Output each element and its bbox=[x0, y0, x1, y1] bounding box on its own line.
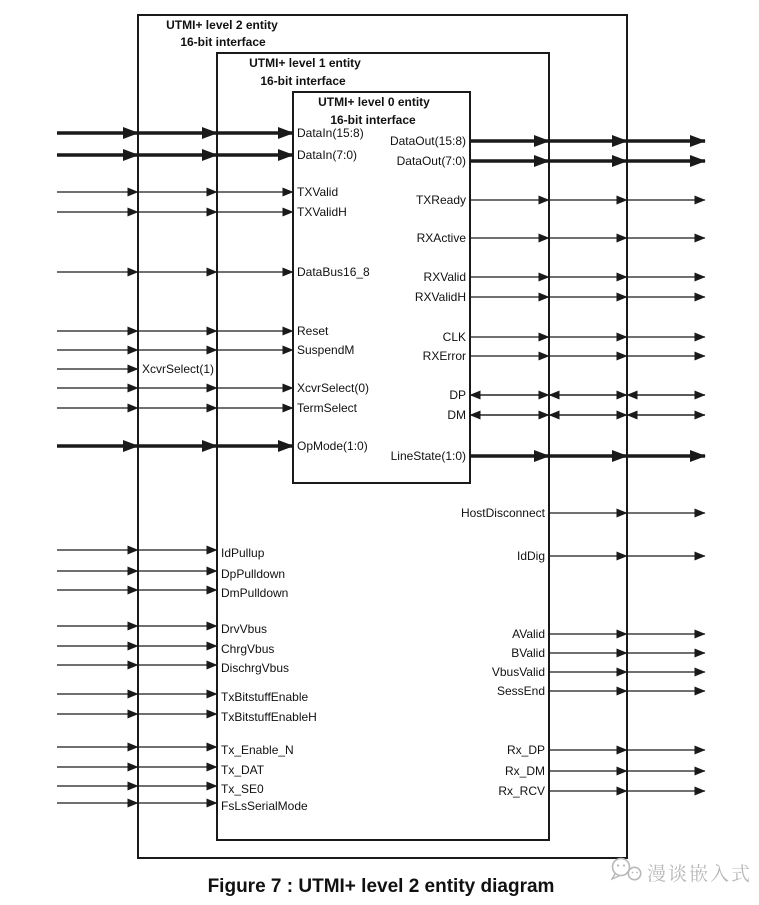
signal-label: DM bbox=[447, 408, 466, 422]
signal-drvvbus bbox=[57, 622, 267, 636]
signal-label: DmPulldown bbox=[221, 586, 289, 600]
signal-label: Rx_DM bbox=[504, 764, 545, 778]
signal-datain-7-0 bbox=[57, 148, 357, 162]
signal-termselect bbox=[57, 401, 358, 415]
signal-label: Tx_DAT bbox=[221, 763, 265, 777]
level2-subtitle: 16-bit interface bbox=[180, 35, 266, 49]
signal-dischrgvbus bbox=[57, 661, 289, 675]
signal-label: ChrgVbus bbox=[221, 642, 275, 656]
signal-label: CLK bbox=[442, 330, 466, 344]
signal-label: SuspendM bbox=[297, 343, 355, 357]
signal-bvalid bbox=[511, 646, 705, 660]
signal-rx-dm bbox=[505, 764, 705, 778]
signal-label: OpMode(1:0) bbox=[297, 439, 368, 453]
signal-label: DataOut(7:0) bbox=[396, 154, 466, 168]
signal-label: DataIn(7:0) bbox=[297, 148, 358, 162]
chat-bubble-small bbox=[628, 867, 640, 879]
signal-label: RXActive bbox=[416, 231, 466, 245]
signal-label: TXValid bbox=[297, 185, 339, 199]
signal-label: RXValid bbox=[423, 270, 466, 284]
signal-label: DrvVbus bbox=[221, 622, 268, 636]
signal-label: DataBus16_8 bbox=[297, 265, 370, 279]
signal-label: DischrgVbus bbox=[221, 661, 290, 675]
signal-label: Rx_DP bbox=[506, 743, 545, 757]
signal-dataout-15-8 bbox=[390, 134, 705, 148]
signal-rxvalidh bbox=[415, 290, 705, 304]
signal-databus16-8 bbox=[57, 265, 370, 279]
signal-idpullup bbox=[57, 546, 265, 560]
bubble-eye bbox=[636, 872, 638, 874]
signal-label: Rx_RCV bbox=[498, 784, 545, 798]
signal-clk bbox=[443, 330, 705, 344]
figure-caption: Figure 7 : UTMI+ level 2 entity diagram bbox=[207, 876, 555, 897]
level0-subtitle: 16-bit interface bbox=[330, 113, 416, 127]
signal-hostdisconnect bbox=[461, 506, 705, 520]
watermark bbox=[612, 859, 752, 886]
signal-label: IdDig bbox=[516, 549, 545, 563]
signal-txready bbox=[416, 193, 705, 207]
signal-label: Tx_Enable_N bbox=[221, 743, 294, 757]
signal-dm bbox=[447, 408, 705, 422]
bubble-eye bbox=[632, 872, 634, 874]
signal-label: FsLsSerialMode bbox=[221, 799, 308, 813]
signal-label: TxBitstuffEnable bbox=[221, 690, 309, 704]
signal-label: HostDisconnect bbox=[460, 506, 545, 520]
signal-label: BValid bbox=[511, 646, 545, 660]
signal-vbusvalid bbox=[492, 665, 705, 679]
signal-fslsserialmode bbox=[57, 799, 308, 813]
signal-label: XcvrSelect(1) bbox=[142, 362, 215, 376]
signal-label: TermSelect bbox=[297, 401, 358, 415]
signal-dmpulldown bbox=[57, 586, 288, 600]
signal-label: VbusValid bbox=[491, 665, 545, 679]
signal-datain-15-8 bbox=[57, 126, 364, 140]
signal-tx-se0 bbox=[57, 782, 264, 796]
signal-dppulldown bbox=[57, 567, 285, 581]
bubble-eye bbox=[623, 864, 625, 866]
signal-label: LineState(1:0) bbox=[390, 449, 466, 463]
level0-title: UTMI+ level 0 entity bbox=[318, 95, 430, 109]
signal-rxactive bbox=[417, 231, 705, 245]
signal-label: TXValidH bbox=[297, 205, 347, 219]
signal-label: DP bbox=[449, 388, 466, 402]
level2-title: UTMI+ level 2 entity bbox=[166, 18, 278, 32]
level1-title: UTMI+ level 1 entity bbox=[249, 56, 361, 70]
signal-txvalidh bbox=[57, 205, 347, 219]
signal-label: XcvrSelect(0) bbox=[297, 381, 370, 395]
bubble-eye bbox=[617, 864, 619, 866]
signal-avalid bbox=[512, 627, 705, 641]
signal-label: RXError bbox=[422, 349, 466, 363]
signal-reset bbox=[57, 324, 329, 338]
signal-label: TxBitstuffEnableH bbox=[221, 710, 317, 724]
signal-txbitstuffenableh bbox=[57, 710, 317, 724]
signal-label: RXValidH bbox=[414, 290, 466, 304]
signal-label: DataIn(15:8) bbox=[297, 126, 364, 140]
signal-suspendm bbox=[57, 343, 354, 357]
signal-xcvrselect-1 bbox=[57, 362, 214, 376]
level1-subtitle: 16-bit interface bbox=[260, 74, 346, 88]
signal-label: Tx_SE0 bbox=[221, 782, 264, 796]
signal-label: TXReady bbox=[415, 193, 466, 207]
signal-dp bbox=[449, 388, 705, 402]
signal-label: DpPulldown bbox=[221, 567, 286, 581]
signal-txbitstuffenable bbox=[57, 690, 308, 704]
signal-rxvalid bbox=[424, 270, 705, 284]
signal-xcvrselect-0 bbox=[57, 381, 369, 395]
signal-linestate-1-0 bbox=[391, 449, 705, 463]
signal-sessend bbox=[497, 684, 705, 698]
signal-tx-enable-n bbox=[57, 743, 294, 757]
signal-label: DataOut(15:8) bbox=[389, 134, 466, 148]
signal-label: AValid bbox=[512, 627, 545, 641]
signal-chrgvbus bbox=[57, 642, 274, 656]
signal-iddig bbox=[517, 549, 705, 563]
signal-rxerror bbox=[423, 349, 705, 363]
signal-label: SessEnd bbox=[496, 684, 545, 698]
signal-tx-dat bbox=[57, 763, 265, 777]
watermark-text: 漫谈嵌入式 bbox=[647, 864, 753, 885]
signal-rx-dp bbox=[507, 743, 705, 757]
signal-txvalid bbox=[57, 185, 338, 199]
chat-bubble-large bbox=[613, 859, 630, 876]
chat-bubbles-icon bbox=[612, 859, 641, 880]
signal-rx-rcv bbox=[498, 784, 705, 798]
signal-label: IdPullup bbox=[221, 546, 265, 560]
signal-opmode-1-0 bbox=[57, 439, 368, 453]
signal-dataout-7-0 bbox=[397, 154, 705, 168]
signal-label: Reset bbox=[297, 324, 329, 338]
